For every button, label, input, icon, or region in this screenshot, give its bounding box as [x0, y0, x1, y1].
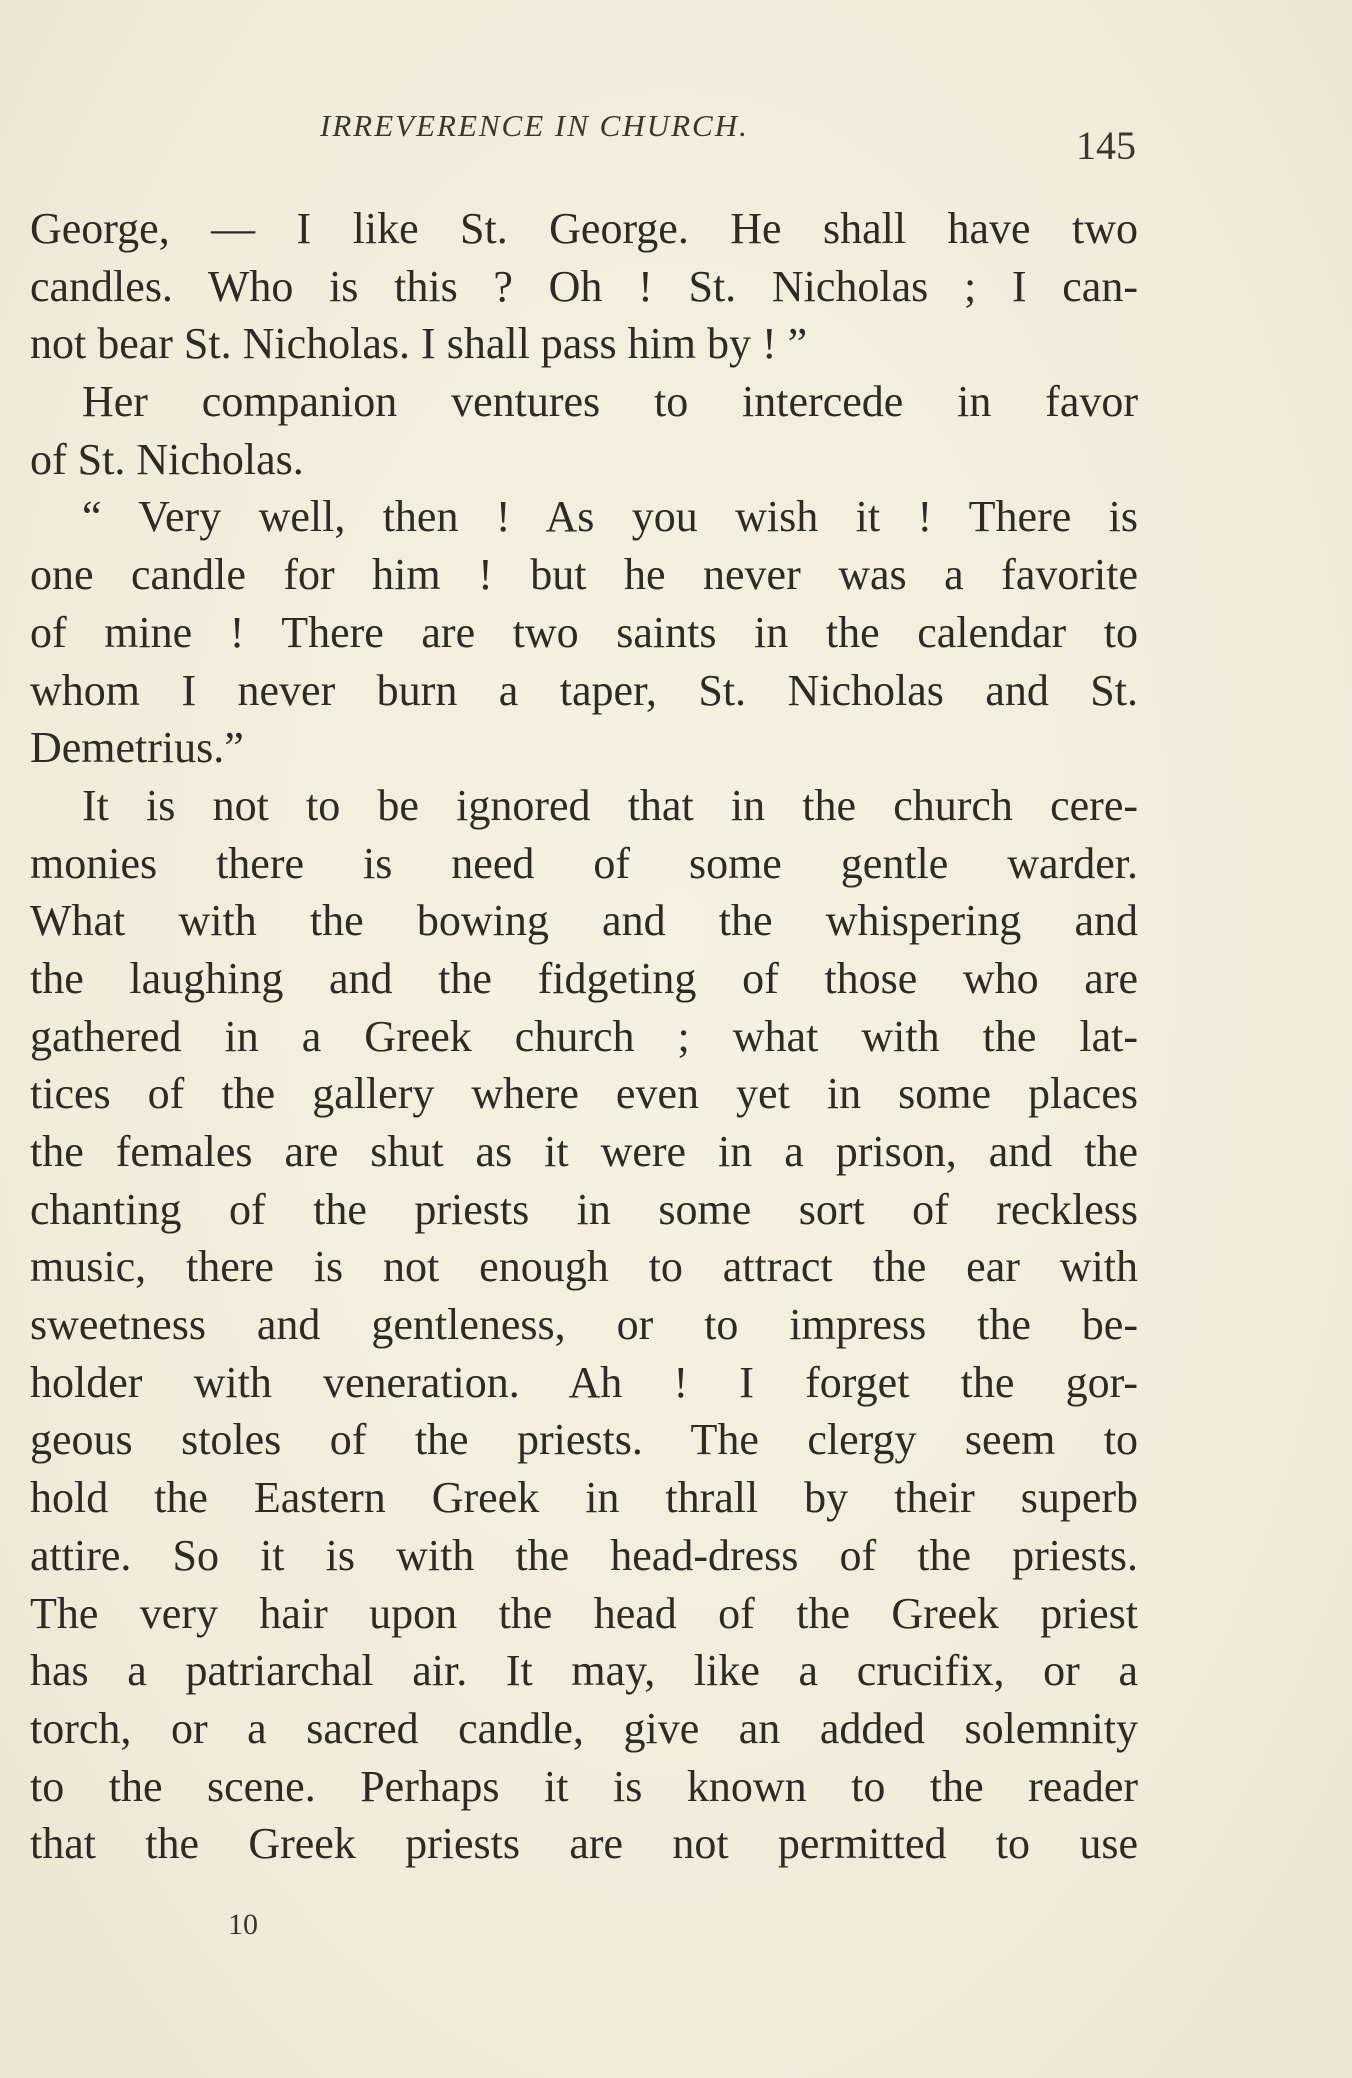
page-number: 145: [1076, 123, 1136, 168]
text-line: “ Very well, then ! As you wish it ! There is: [82, 492, 1138, 542]
text-line: Demetrius.”: [30, 723, 244, 773]
text-line: geous stoles of the priests. The clergy seem to: [30, 1415, 1138, 1465]
text-line: It is not to be ignored that in the church cere-: [82, 780, 1138, 830]
text-line: hold the Eastern Greek in thrall by their superb: [30, 1473, 1138, 1523]
text-line: the females are shut as it were in a prison, and the: [30, 1127, 1138, 1176]
running-head: IRREVERENCE IN CHURCH.: [320, 108, 749, 143]
text-line: whom I never burn a taper, St. Nicholas and St.: [30, 665, 1138, 715]
text-line: chanting of the priests in some sort of reckless: [30, 1184, 1138, 1234]
text-line: George, — I like St. George. He shall have two: [30, 204, 1138, 253]
text-line: of St. Nicholas.: [30, 434, 304, 484]
text-line: music, there is not enough to attract the ear with: [30, 1242, 1138, 1292]
text-line: has a patriarchal air. It may, like a crucifix, or a: [30, 1646, 1138, 1696]
text-line: gathered in a Greek church ; what with the lat-: [30, 1011, 1138, 1061]
text-line: attire. So it is with the head-dress of the priests.: [30, 1530, 1138, 1580]
text-line: What with the bowing and the whispering and: [30, 896, 1138, 946]
body-text: [30, 200, 1138, 1873]
text-line: holder with veneration. Ah ! I forget the gor-: [30, 1357, 1138, 1407]
text-line: not bear St. Nicholas. I shall pass him by ! ”: [30, 319, 808, 369]
text-line: Her companion ventures to intercede in favor: [82, 377, 1138, 427]
text-line: to the scene. Perhaps it is known to the reader: [30, 1761, 1138, 1811]
text-line: of mine ! There are two saints in the calendar to: [30, 607, 1138, 657]
text-line: tices of the gallery where even yet in some places: [30, 1069, 1138, 1119]
text-line: sweetness and gentleness, or to impress the be-: [30, 1300, 1138, 1350]
text-line: one candle for him ! but he never was a favorite: [30, 550, 1138, 600]
text-line: that the Greek priests are not permitted to use: [30, 1819, 1138, 1869]
text-line: torch, or a sacred candle, give an added solemnity: [30, 1703, 1138, 1753]
signature-mark: 10: [228, 1908, 258, 1941]
text-line: candles. Who is this ? Oh ! St. Nicholas ; I can-: [30, 261, 1138, 311]
text-line: monies there is need of some gentle warder.: [30, 838, 1138, 888]
text-line: the laughing and the fidgeting of those who are: [30, 953, 1138, 1003]
text-line: The very hair upon the head of the Greek priest: [30, 1588, 1138, 1638]
